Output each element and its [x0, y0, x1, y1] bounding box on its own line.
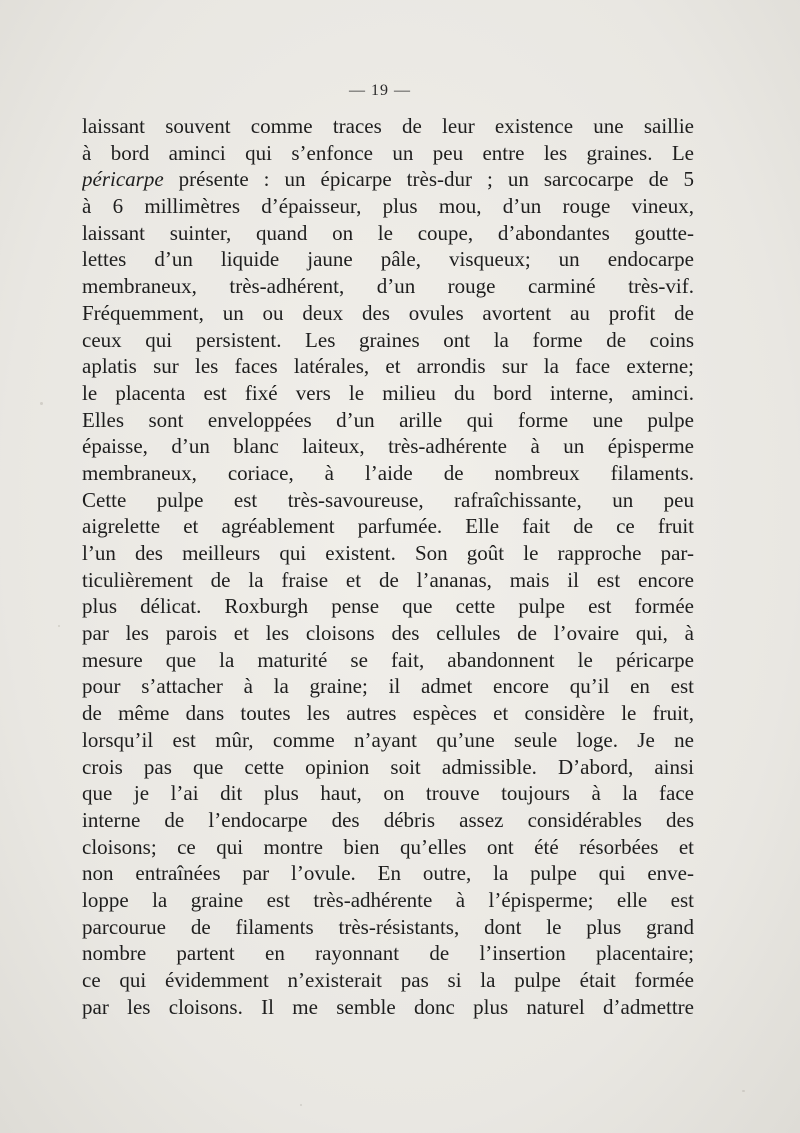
text-line: lorsqu’il est mûr, comme n’ayant qu’une seule loge. Je ne	[82, 727, 694, 752]
text-line: non entraînées par l’ovule. En outre, la pulpe qui enve-	[82, 861, 694, 886]
paper-speck	[58, 625, 60, 627]
text-line: que je l’ai dit plus haut, on trouve toujours à la face	[82, 781, 694, 806]
text-line: membraneux, très-adhérent, d’un rouge carminé très-vif.	[82, 274, 694, 299]
text-line: l’un des meilleurs qui existent. Son goût le rapproche par-	[82, 541, 694, 565]
text-line: ceux qui persistent. Les graines ont la forme de coins	[82, 327, 694, 352]
paper-speck	[300, 1104, 302, 1106]
text-line: à bord aminci qui s’enfonce un peu entre les graines. Le	[82, 140, 694, 165]
text-line: aigrelette et agréablement parfumée. Elle fait de ce fruit	[82, 514, 694, 539]
body-text	[82, 113, 694, 1020]
text-line: cloisons; ce qui montre bien qu’elles ont été résorbées et	[82, 834, 694, 859]
text-line: nombre partent en rayonnant de l’insertion placentaire;	[82, 941, 694, 966]
text-line: le placenta est fixé vers le milieu du bord interne, aminci.	[82, 380, 694, 405]
text-line: par les cloisons. Il me semble donc plus naturel d’admettre	[82, 994, 694, 1019]
text-line: parcourue de filaments très-résistants, dont le plus grand	[82, 914, 694, 939]
text-line: lettes d’un liquide jaune pâle, visqueux; un endocarpe	[82, 247, 694, 272]
text-line: Cette pulpe est très-savoureuse, rafraîchissante, un peu	[82, 487, 694, 512]
text-line: mesure que la maturité se fait, abandonnent le péricarpe	[82, 647, 694, 672]
text-line: pour s’attacher à la graine; il admet encore qu’il en est	[82, 674, 694, 699]
text-line: crois pas que cette opinion soit admissible. D’abord, ainsi	[82, 754, 694, 779]
text-line: laissant souvent comme traces de leur existence une saillie	[82, 114, 694, 138]
text-line: interne de l’endocarpe des débris assez considérables des	[82, 807, 694, 832]
text-line: par les parois et les cloisons des cellules de l’ovaire qui, à	[82, 621, 694, 646]
page-number: — 19 —	[349, 82, 411, 99]
text-line: laissant suinter, quand on le coupe, d’abondantes goutte-	[82, 220, 694, 245]
text-line: Elles sont enveloppées d’un arille qui forme une pulpe	[82, 407, 694, 432]
text-line: ce qui évidemment n’existerait pas si la pulpe était formée	[82, 968, 694, 992]
text-line: loppe la graine est très-adhérente à l’épisperme; elle est	[82, 887, 694, 912]
text-line: aplatis sur les faces latérales, et arrondis sur la face externe;	[82, 354, 694, 379]
text-line-rest: présente : un épicarpe très-dur ; un sarcocarpe de 5	[163, 167, 694, 192]
paper-speck	[742, 1090, 745, 1092]
text-line: de même dans toutes les autres espèces et considère le fruit,	[82, 701, 694, 726]
text-line: à 6 millimètres d’épaisseur, plus mou, d’un rouge vineux,	[82, 194, 694, 219]
italic-term: péricarpe	[82, 167, 164, 192]
paper-speck	[40, 402, 43, 405]
text-line: Fréquemment, un ou deux des ovules avortent au profit de	[82, 300, 694, 325]
text-line: épaisse, d’un blanc laiteux, très-adhérente à un épisperme	[82, 434, 694, 459]
text-line: plus délicat. Roxburgh pense que cette pulpe est formée	[82, 594, 694, 619]
text-line	[82, 166, 694, 193]
text-line: membraneux, coriace, à l’aide de nombreux filaments.	[82, 460, 694, 485]
text-line: ticulièrement de la fraise et de l’ananas, mais il est encore	[82, 567, 694, 592]
